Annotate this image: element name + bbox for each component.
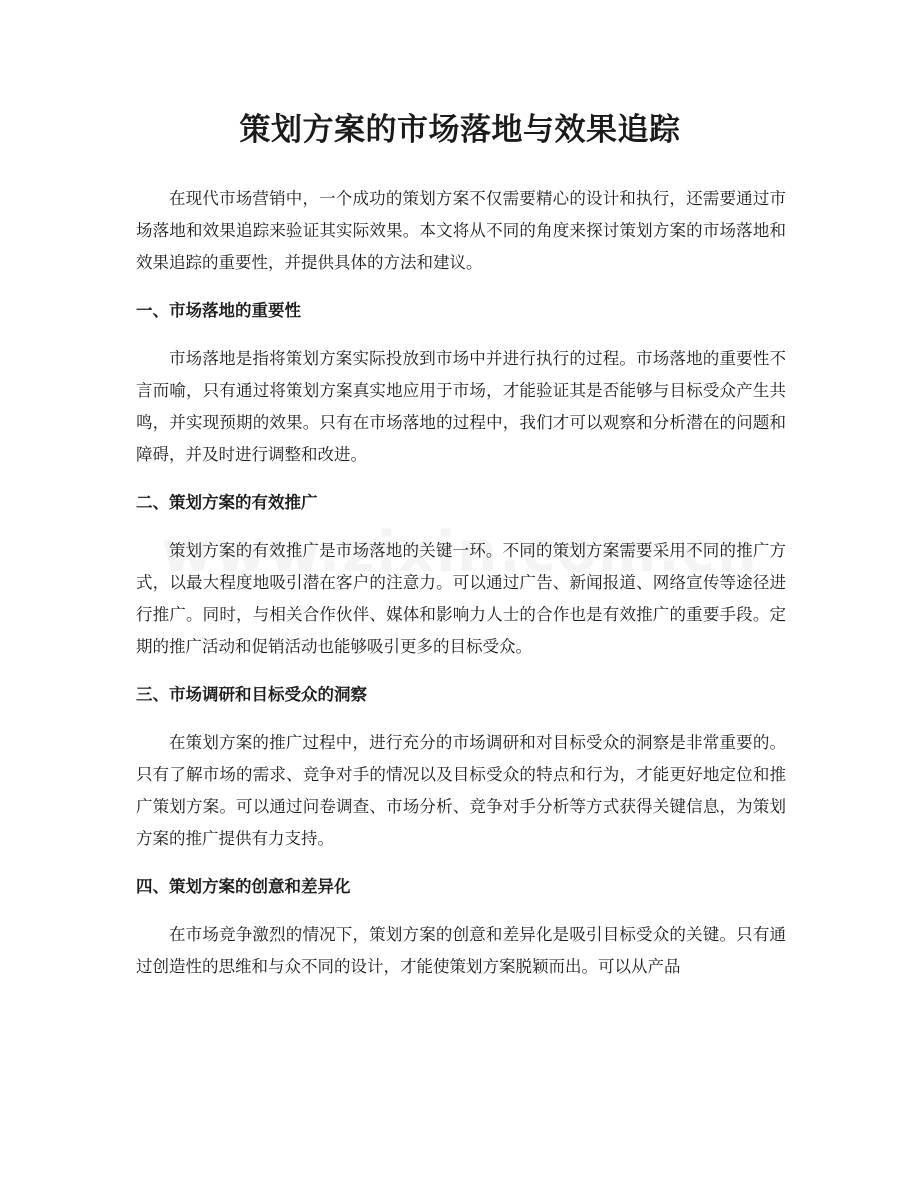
section-heading-3: 三、市场调研和目标受众的洞察 [136,685,367,704]
document-title: 策划方案的市场落地与效果追踪 [239,112,681,148]
section-heading-1: 一、市场落地的重要性 [136,301,301,320]
section-heading-4: 四、策划方案的创意和差异化 [136,877,351,896]
intro-paragraph: 在现代市场营销中，一个成功的策划方案不仅需要精心的设计和执行，还需要通过市场落地和效果追踪来验证其实际效果。本文将从不同的角度来探讨策划方案的市场落地和效果追踪的重要性，并提供具体的方法和建议。 [136,189,786,272]
section-paragraph-3: 在策划方案的推广过程中，进行充分的市场调研和对目标受众的洞察是非常重要的。只有了解市场的需求、竞争对手的情况以及目标受众的特点和行为，才能更好地定位和推广策划方案。可以通过问卷调查、市场分析、竞争对手分析等方式获得关键信息，为策划方案的推广提供有力支持。 [136,733,786,848]
section-paragraph-2: 策划方案的有效推广是市场落地的关键一环。不同的策划方案需要采用不同的推广方式，以最大程度地吸引潜在客户的注意力。可以通过广告、新闻报道、网络宣传等途径进行推广。同时，与相关合作伙伴、媒体和影响力人士的合作也是有效推广的重要手段。定期的推广活动和促销活动也能够吸引更多的目标受众。 [136,541,786,656]
section-heading-2: 二、策划方案的有效推广 [136,493,318,512]
section-paragraph-1: 市场落地是指将策划方案实际投放到市场中并进行执行的过程。市场落地的重要性不言而喻，只有通过将策划方案真实地应用于市场，才能验证其是否能够与目标受众产生共鸣，并实现预期的效果。只有在市场落地的过程中，我们才可以观察和分析潜在的问题和障碍，并及时进行调整和改进。 [136,349,786,464]
document-body [136,183,786,983]
section-paragraph-4: 在市场竞争激烈的情况下，策划方案的创意和差异化是吸引目标受众的关键。只有通过创造性的思维和与众不同的设计，才能使策划方案脱颖而出。可以从产品 [136,925,786,976]
